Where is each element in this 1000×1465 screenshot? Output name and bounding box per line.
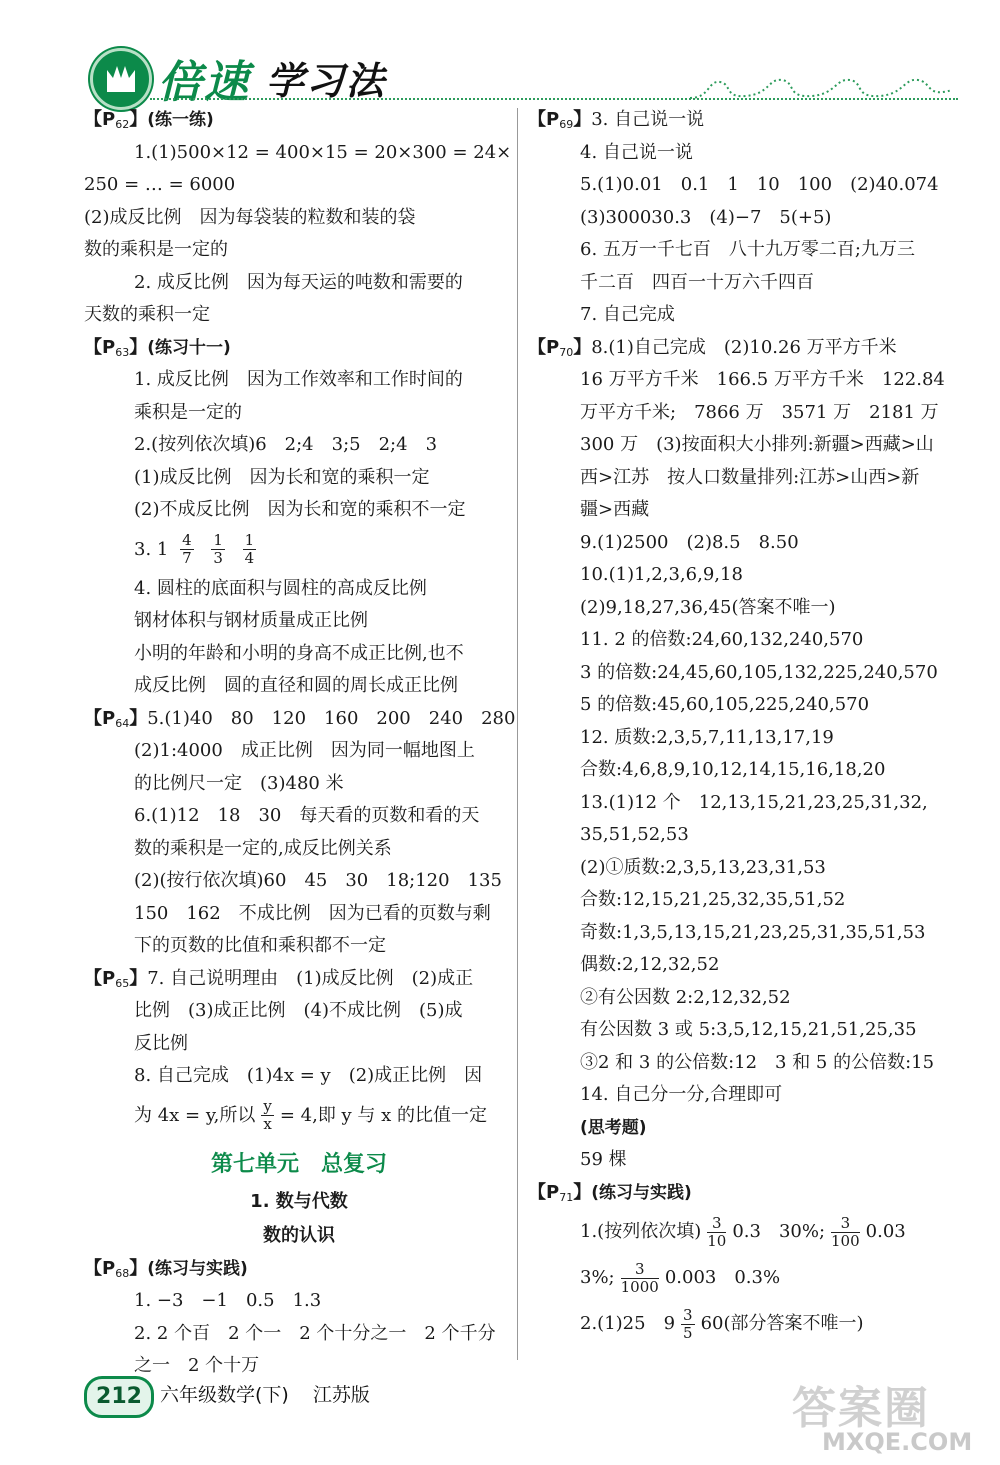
fraction: $\frac{3}{5}$ bbox=[683, 1305, 693, 1342]
answer-line: 7. 自己完成 bbox=[580, 304, 675, 325]
answer-line: 6. 五万一千七百 八十九万零二百;九万三 bbox=[580, 239, 915, 260]
answer-line: 9.(1)2500 (2)8.5 8.50 bbox=[580, 531, 799, 553]
answer-line: 西>江苏 按人口数量排列:江苏>山西>新 bbox=[580, 466, 920, 488]
answer-line: 5 的倍数:45,60,105,225,240,570 bbox=[580, 694, 870, 715]
page-ref-p64: 【P64】5.(1)40 80 120 160 200 240 280 bbox=[84, 707, 516, 730]
page-ref-p68: 【P68】(练习与实践) bbox=[84, 1257, 248, 1280]
page-ref-p63: 【P63】(练习十一) bbox=[84, 336, 231, 359]
fraction: $\frac{1}{3}$ bbox=[213, 531, 223, 567]
answer-line: 数的乘积是一定的,成反比例关系 bbox=[134, 837, 392, 859]
page-ref-p69: 【P69】3. 自己说一说 bbox=[528, 109, 705, 131]
answer-line: 13.(1)12 个 12,13,15,21,23,25,31,32, bbox=[580, 791, 928, 813]
answer-line: 150 162 不成比例 因为已看的页数与剩 bbox=[134, 902, 491, 924]
answer-line: 小明的年龄和小明的身高不成正比例,也不 bbox=[134, 642, 464, 664]
answer-line: 比例 (3)成正比例 (4)不成比例 (5)成 bbox=[134, 1000, 463, 1021]
answer-line-fractions: 3. 1 $\frac{4}{7}$ $\frac{1}{3}$ $\frac{1}{4}$ bbox=[134, 531, 255, 567]
right-column bbox=[528, 104, 968, 1347]
answer-line: 成反比例 圆的直径和圆的周长成正比例 bbox=[134, 675, 458, 696]
answer-line: 1. 成反比例 因为工作效率和工作时间的 bbox=[134, 369, 463, 390]
answer-line: 8. 自己完成 (1)4x = y (2)成正比例 因 bbox=[134, 1065, 483, 1086]
fraction: $\frac{3}{1000}$ bbox=[620, 1259, 659, 1296]
answer-line: 6.(1)12 18 30 每天看的页数和看的天 bbox=[134, 805, 480, 826]
answer-line: 16 万平方千米 166.5 万平方千米 122.84 bbox=[580, 369, 945, 390]
thinking-question-label: (思考题) bbox=[580, 1117, 647, 1138]
page-header bbox=[0, 0, 1000, 108]
answer-line: (2)不成反比例 因为长和宽的乘积不一定 bbox=[134, 499, 466, 520]
answer-line: 5.(1)0.01 0.1 1 10 100 (2)40.074 bbox=[580, 174, 939, 195]
answer-line: 3 的倍数:24,45,60,105,132,225,240,570 bbox=[580, 661, 938, 683]
answer-line: 4. 圆柱的底面积与圆柱的高成反比例 bbox=[134, 577, 427, 599]
brand-subtitle: 学习法 bbox=[266, 59, 387, 103]
answer-line: (2)(按行依次填)60 45 30 18;120 135 bbox=[134, 870, 502, 891]
left-column bbox=[84, 104, 514, 1383]
subsection-title: 数的认识 bbox=[263, 1224, 335, 1246]
answer-line-fractions: 1.(按列依次填) $\frac{3}{10}$ 0.3 30%; $\frac{3}{100}$ 0.03 bbox=[580, 1213, 906, 1250]
answer-line: (1)成反比例 因为长和宽的乘积一定 bbox=[134, 466, 430, 488]
page-ref-p70: 【P70】8.(1)自己完成 (2)10.26 万平方千米 bbox=[528, 336, 897, 359]
section-title: 1. 数与代数 bbox=[250, 1190, 348, 1212]
answer-line: 35,51,52,53 bbox=[580, 824, 689, 845]
answer-line: ③2 和 3 的公倍数:12 3 和 5 的公倍数:15 bbox=[580, 1051, 935, 1073]
answer-line: (2)成反比例 因为每袋装的粒数和装的袋 bbox=[84, 206, 416, 228]
unit-title: 第七单元 总复习 bbox=[210, 1151, 387, 1177]
watermark-url: MXQE.COM bbox=[822, 1428, 973, 1456]
header-divider bbox=[150, 98, 958, 100]
page-ref-p62: 【P62】(练一练) bbox=[84, 109, 214, 131]
book-info bbox=[160, 1380, 394, 1407]
page-ref-p71: 【P71】(练习与实践) bbox=[528, 1181, 692, 1204]
answer-line: 万平方千米; 7866 万 3571 万 2181 万 bbox=[580, 401, 939, 423]
answer-line: 4. 自己说一说 bbox=[580, 141, 693, 163]
answer-line-fraction: 为 4x = y,所以 $\frac{y}{x}$ = 4,即 y 与 x 的比值一定 bbox=[134, 1097, 488, 1133]
answer-line: 2. 2 个百 2 个一 2 个十分之一 2 个千分 bbox=[134, 1322, 496, 1344]
fraction: $\frac{3}{10}$ bbox=[707, 1213, 727, 1250]
fraction: $\frac{1}{4}$ bbox=[244, 531, 255, 567]
answer-line: 下的页数的比值和乘积都不一定 bbox=[134, 935, 386, 956]
answer-line: (2)9,18,27,36,45(答案不唯一) bbox=[580, 596, 836, 618]
answer-line-fractions: 2.(1)25 9 $\frac{3}{5}$ 60(部分答案不唯一) bbox=[580, 1305, 864, 1342]
answer-line: 千二百 四百一十万六千四百 bbox=[580, 271, 814, 293]
fraction: $\frac{3}{100}$ bbox=[831, 1213, 860, 1250]
answer-line: 2.(按列依次填)6 2;4 3;5 2;4 3 bbox=[134, 434, 438, 455]
answer-line: 59 棵 bbox=[580, 1149, 627, 1170]
answer-line: 1. −3 −1 0.5 1.3 bbox=[134, 1290, 322, 1311]
answer-line: 乘积是一定的 bbox=[134, 401, 242, 423]
answer-line: 有公因数 3 或 5:3,5,12,15,21,51,25,35 bbox=[580, 1019, 917, 1040]
book-title: 六年级数学(下) bbox=[160, 1384, 289, 1406]
brand-logo-icon bbox=[90, 48, 152, 110]
page-footer bbox=[84, 1372, 584, 1422]
book-edition: 江苏版 bbox=[312, 1384, 370, 1406]
watermark-logo: 答案圈 bbox=[792, 1383, 930, 1434]
answer-line: 250 = … = 6000 bbox=[84, 174, 236, 195]
answer-line: 300 万 (3)按面积大小排列:新疆>西藏>山 bbox=[580, 434, 934, 455]
answer-line: 的比例尺一定 (3)480 米 bbox=[134, 772, 344, 794]
answer-line: ②有公因数 2:2,12,32,52 bbox=[580, 986, 791, 1008]
page-number: 212 bbox=[84, 1376, 154, 1418]
answer-line: 合数:4,6,8,9,10,12,14,15,16,18,20 bbox=[580, 759, 886, 780]
answer-line: 11. 2 的倍数:24,60,132,240,570 bbox=[580, 629, 864, 650]
brand-title: 倍速 bbox=[158, 57, 250, 108]
answer-line: 疆>西藏 bbox=[580, 499, 650, 520]
page-ref-p65: 【P65】7. 自己说明理由 (1)成反比例 (2)成正 bbox=[84, 967, 474, 990]
column-divider bbox=[517, 108, 518, 1360]
answer-line-fractions: 3%; $\frac{3}{1000}$ 0.003 0.3% bbox=[580, 1259, 781, 1296]
answer-line: 钢材体积与钢材质量成正比例 bbox=[134, 610, 368, 631]
fraction: $\frac{4}{7}$ bbox=[182, 531, 192, 567]
answer-line: 10.(1)1,2,3,6,9,18 bbox=[580, 564, 743, 585]
answer-line: 12. 质数:2,3,5,7,11,13,17,19 bbox=[580, 726, 834, 748]
answer-line: 天数的乘积一定 bbox=[84, 304, 210, 325]
answer-line: 奇数:1,3,5,13,15,21,23,25,31,35,51,53 bbox=[580, 921, 926, 943]
answer-line: 14. 自己分一分,合理即可 bbox=[580, 1084, 783, 1105]
answer-line: 之一 2 个十万 bbox=[134, 1355, 260, 1376]
answer-line: (3)300030.3 (4)−7 5(+5) bbox=[580, 206, 832, 228]
answer-line: 1.(1)500×12 = 400×15 = 20×300 = 24× bbox=[134, 141, 512, 163]
answer-line: 合数:12,15,21,25,32,35,51,52 bbox=[580, 889, 846, 910]
answer-line: 数的乘积是一定的 bbox=[84, 239, 228, 260]
answer-line: (2)1:4000 成正比例 因为同一幅地图上 bbox=[134, 740, 475, 761]
answer-line: (2)①质数:2,3,5,13,23,31,53 bbox=[580, 856, 826, 878]
answer-line: 偶数:2,12,32,52 bbox=[580, 954, 720, 975]
answer-line: 2. 成反比例 因为每天运的吨数和需要的 bbox=[134, 271, 463, 293]
watermark bbox=[792, 1372, 992, 1460]
answer-line: 反比例 bbox=[134, 1032, 188, 1054]
fraction: $\frac{y}{x}$ bbox=[263, 1097, 272, 1133]
